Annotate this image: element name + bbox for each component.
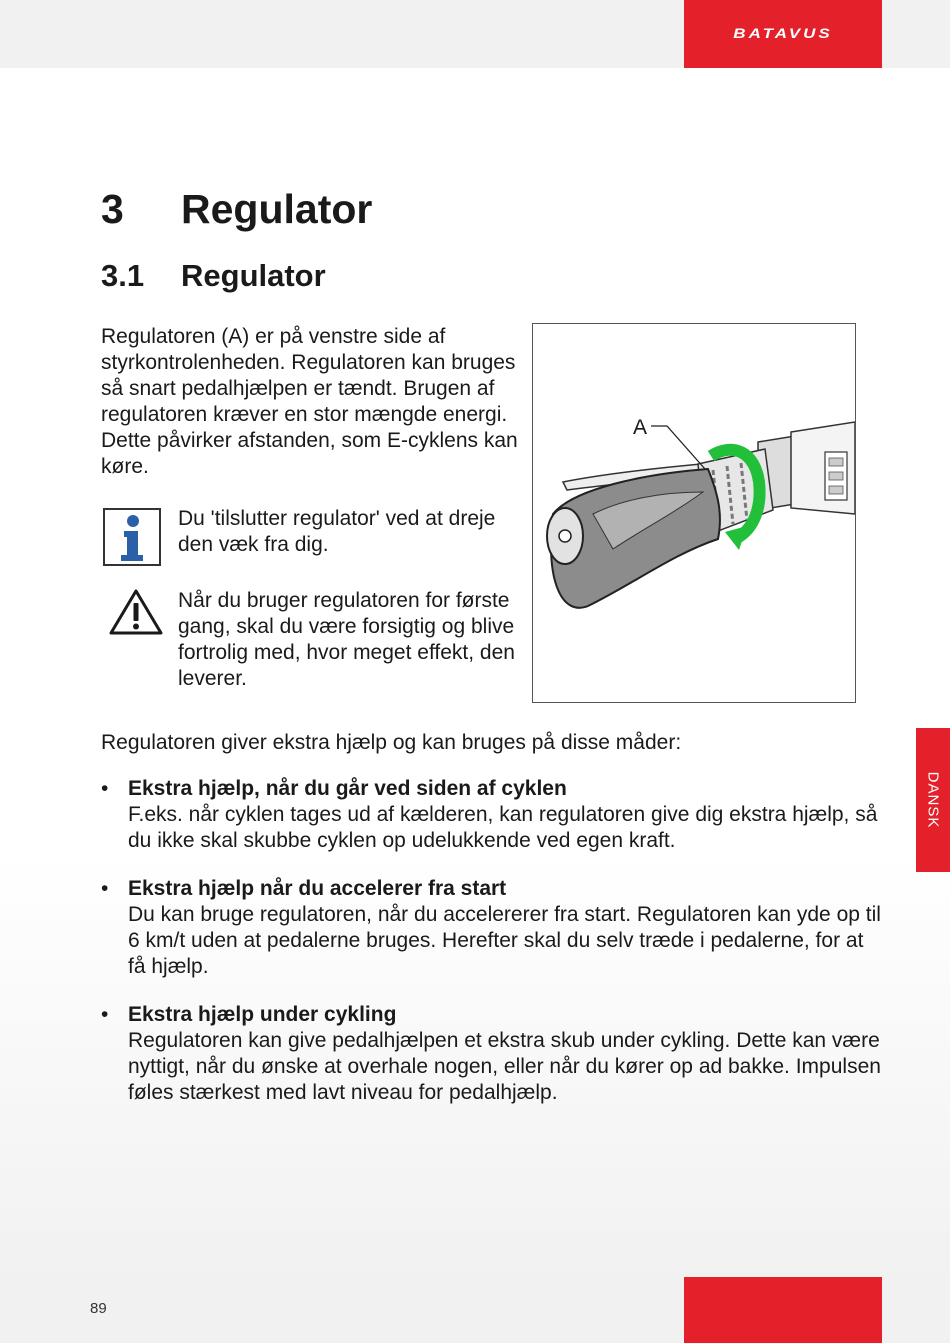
section-number: 3.1 [101,258,145,293]
list-item [101,1002,881,1106]
list-item-title: Ekstra hjælp når du accelerer fra start [128,877,507,900]
list-item [101,876,881,980]
list-item-text: Du kan bruge regulatoren, når du accelererer fra start. Regulatoren kan yde op til 6 km/t uden at pedalerne bruges. Herefter skal du selv træde i pedalerne, for at få hjælp. [128,903,881,978]
throttle-figure [532,323,856,703]
warning-note: Når du bruger regulatoren for første gang, skal du være forsigtig og blive fortrolig med, hvor meget effekt, den leverer. [178,589,515,690]
throttle-illustration [533,324,855,702]
chapter-heading [101,186,372,233]
bullet-dot: • [101,877,109,900]
section-title: Regulator [181,258,326,293]
language-tab-label: DANSK [924,771,942,829]
list-item-title: Ekstra hjælp, når du går ved siden af cyklen [128,777,567,800]
warning-icon [108,588,164,636]
chapter-title: Regulator [181,186,373,232]
lead-sentence: Regulatoren giver ekstra hjælp og kan bruges på disse måder: [101,731,682,754]
bullet-dot: • [101,1003,109,1026]
brand-logo-text: BATAVUS [733,26,833,42]
section-heading [101,258,326,294]
figure-label-a: A [633,416,648,439]
list-item-text: Regulatoren kan give pedalhjælpen et ekstra skub under cykling. Dette kan være nyttigt, når du ønske at overhale nogen, eller når du kører op ad bakke. Impulsen føles stærkest med lavt niveau for pedalhjælp. [128,1029,881,1104]
bullet-dot: • [101,777,109,800]
footer-accent [684,1277,882,1343]
list-item [101,776,881,854]
list-item-text: F.eks. når cyklen tages ud af kælderen, kan regulatoren give dig ekstra hjælp, så du ikke skal skubbe cyklen op udelukkende ved egen kraft. [128,803,878,852]
brand-logo [684,0,882,68]
page-number: 89 [90,1300,107,1317]
chapter-number: 3 [101,186,124,232]
info-icon [103,508,161,566]
usage-list [101,776,881,1128]
list-item-title: Ekstra hjælp under cykling [128,1003,397,1026]
intro-paragraph: Regulatoren (A) er på venstre side af styrkontrolenheden. Regulatoren kan bruges så snart pedalhjælpen er tændt. Brugen af regulatoren kræver en stor mængde energi. Dette påvirker afstanden, som E-cyklens kan køre. [101,325,518,478]
language-tab[interactable] [916,728,950,872]
info-note: Du 'tilslutter regulator' ved at dreje den væk fra dig. [178,507,496,556]
